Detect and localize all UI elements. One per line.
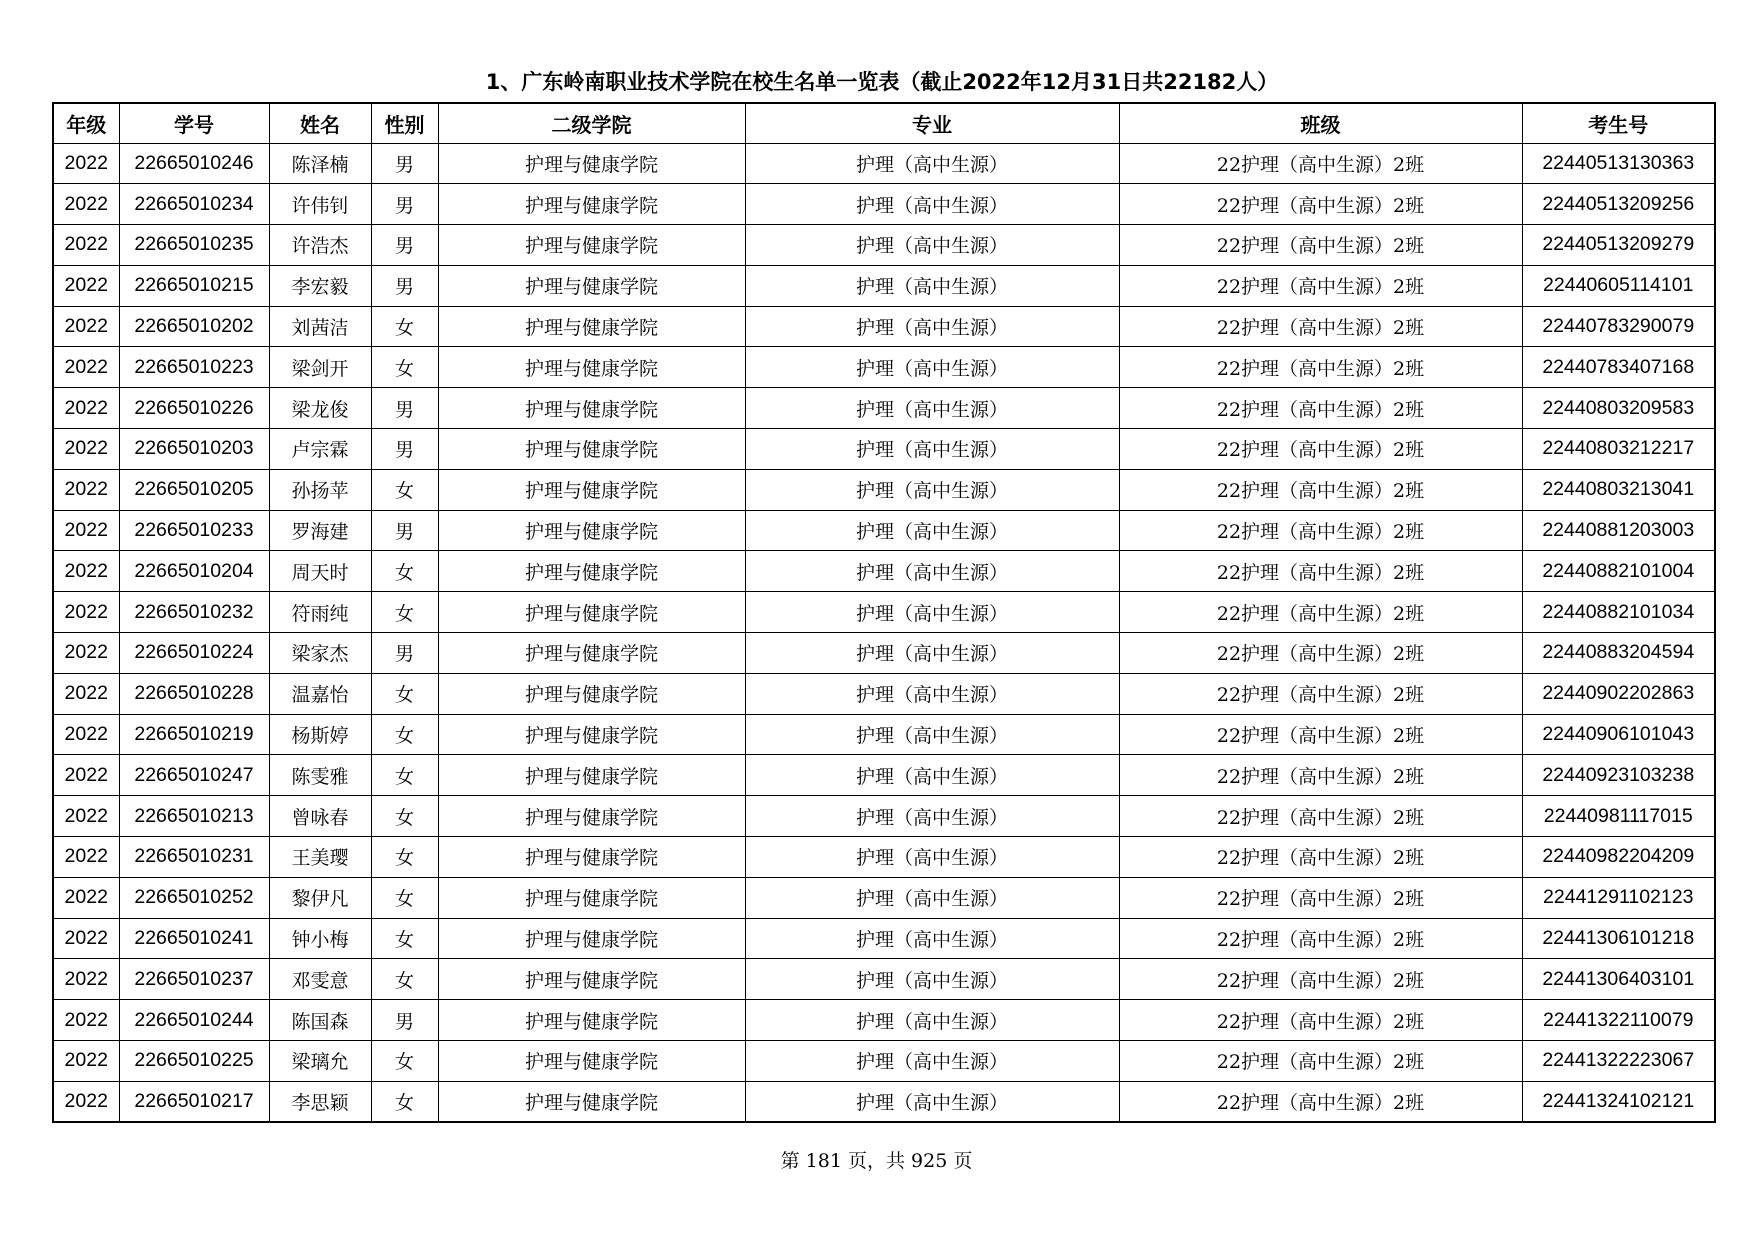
cell-class: 22护理（高中生源）2班: [1119, 510, 1522, 551]
cell-grade: 2022: [53, 143, 119, 184]
cell-college: 护理与健康学院: [438, 469, 745, 510]
cell-name: 符雨纯: [269, 592, 371, 633]
cell-grade: 2022: [53, 755, 119, 796]
cell-exam-no: 22440783407168: [1522, 347, 1715, 388]
cell-exam-no: 22440803212217: [1522, 429, 1715, 470]
cell-college: 护理与健康学院: [438, 918, 745, 959]
cell-class: 22护理（高中生源）2班: [1119, 429, 1522, 470]
cell-class: 22护理（高中生源）2班: [1119, 469, 1522, 510]
cell-major: 护理（高中生源）: [745, 1081, 1119, 1122]
cell-class: 22护理（高中生源）2班: [1119, 918, 1522, 959]
cell-exam-no: 22440803209583: [1522, 388, 1715, 429]
cell-name: 李宏毅: [269, 265, 371, 306]
cell-student-id: 22665010226: [119, 388, 269, 429]
cell-college: 护理与健康学院: [438, 1000, 745, 1041]
cell-grade: 2022: [53, 714, 119, 755]
cell-gender: 女: [371, 469, 438, 510]
cell-college: 护理与健康学院: [438, 306, 745, 347]
cell-name: 梁剑开: [269, 347, 371, 388]
cell-class: 22护理（高中生源）2班: [1119, 1081, 1522, 1122]
cell-college: 护理与健康学院: [438, 184, 745, 225]
cell-exam-no: 22440882101004: [1522, 551, 1715, 592]
cell-student-id: 22665010233: [119, 510, 269, 551]
cell-grade: 2022: [53, 1041, 119, 1082]
table-row: [53, 551, 1715, 592]
cell-exam-no: 22440605114101: [1522, 265, 1715, 306]
cell-name: 梁家杰: [269, 633, 371, 674]
cell-exam-no: 22440902202863: [1522, 673, 1715, 714]
cell-gender: 女: [371, 918, 438, 959]
column-header-name: 姓名: [269, 103, 371, 143]
cell-name: 许浩杰: [269, 225, 371, 266]
cell-grade: 2022: [53, 388, 119, 429]
table-row: [53, 755, 1715, 796]
cell-gender: 女: [371, 551, 438, 592]
cell-exam-no: 22440981117015: [1522, 796, 1715, 837]
table-row: [53, 1000, 1715, 1041]
cell-class: 22护理（高中生源）2班: [1119, 225, 1522, 266]
cell-college: 护理与健康学院: [438, 633, 745, 674]
cell-major: 护理（高中生源）: [745, 592, 1119, 633]
cell-exam-no: 22441322110079: [1522, 1000, 1715, 1041]
cell-exam-no: 22440881203003: [1522, 510, 1715, 551]
cell-class: 22护理（高中生源）2班: [1119, 551, 1522, 592]
table-row: [53, 633, 1715, 674]
cell-major: 护理（高中生源）: [745, 673, 1119, 714]
cell-student-id: 22665010202: [119, 306, 269, 347]
cell-grade: 2022: [53, 837, 119, 878]
page-title: 1、广东岭南职业技术学院在校生名单一览表（截止2022年12月31日共22182人）: [485, 70, 1279, 94]
cell-student-id: 22665010232: [119, 592, 269, 633]
cell-class: 22护理（高中生源）2班: [1119, 184, 1522, 225]
cell-name: 陈雯雅: [269, 755, 371, 796]
cell-gender: 男: [371, 143, 438, 184]
cell-gender: 女: [371, 306, 438, 347]
cell-gender: 男: [371, 510, 438, 551]
cell-student-id: 22665010225: [119, 1041, 269, 1082]
table-row: [53, 1041, 1715, 1082]
cell-college: 护理与健康学院: [438, 510, 745, 551]
cell-college: 护理与健康学院: [438, 551, 745, 592]
cell-major: 护理（高中生源）: [745, 1000, 1119, 1041]
table-row: [53, 877, 1715, 918]
cell-gender: 女: [371, 592, 438, 633]
cell-student-id: 22665010205: [119, 469, 269, 510]
cell-grade: 2022: [53, 796, 119, 837]
cell-major: 护理（高中生源）: [745, 388, 1119, 429]
cell-name: 李思颖: [269, 1081, 371, 1122]
cell-exam-no: 22441322223067: [1522, 1041, 1715, 1082]
cell-major: 护理（高中生源）: [745, 265, 1119, 306]
table-row: [53, 306, 1715, 347]
cell-college: 护理与健康学院: [438, 1041, 745, 1082]
cell-grade: 2022: [53, 959, 119, 1000]
cell-name: 杨斯婷: [269, 714, 371, 755]
cell-exam-no: 22441306403101: [1522, 959, 1715, 1000]
cell-name: 陈国森: [269, 1000, 371, 1041]
cell-name: 邓雯意: [269, 959, 371, 1000]
cell-grade: 2022: [53, 1081, 119, 1122]
cell-gender: 女: [371, 673, 438, 714]
table-body: [53, 143, 1715, 1122]
cell-college: 护理与健康学院: [438, 714, 745, 755]
table-row: [53, 592, 1715, 633]
cell-grade: 2022: [53, 918, 119, 959]
cell-student-id: 22665010203: [119, 429, 269, 470]
cell-major: 护理（高中生源）: [745, 918, 1119, 959]
cell-gender: 女: [371, 877, 438, 918]
cell-student-id: 22665010215: [119, 265, 269, 306]
cell-major: 护理（高中生源）: [745, 306, 1119, 347]
cell-exam-no: 22440883204594: [1522, 633, 1715, 674]
cell-name: 梁龙俊: [269, 388, 371, 429]
cell-class: 22护理（高中生源）2班: [1119, 714, 1522, 755]
table-row: [53, 225, 1715, 266]
cell-student-id: 22665010223: [119, 347, 269, 388]
cell-college: 护理与健康学院: [438, 265, 745, 306]
cell-major: 护理（高中生源）: [745, 837, 1119, 878]
cell-major: 护理（高中生源）: [745, 510, 1119, 551]
table-row: [53, 388, 1715, 429]
cell-gender: 女: [371, 959, 438, 1000]
table-row: [53, 265, 1715, 306]
cell-student-id: 22665010213: [119, 796, 269, 837]
cell-class: 22护理（高中生源）2班: [1119, 143, 1522, 184]
table-row: [53, 1081, 1715, 1122]
cell-grade: 2022: [53, 347, 119, 388]
cell-exam-no: 22441291102123: [1522, 877, 1715, 918]
cell-name: 许伟钊: [269, 184, 371, 225]
cell-college: 护理与健康学院: [438, 959, 745, 1000]
cell-college: 护理与健康学院: [438, 1081, 745, 1122]
cell-name: 周天时: [269, 551, 371, 592]
cell-gender: 男: [371, 633, 438, 674]
cell-major: 护理（高中生源）: [745, 469, 1119, 510]
cell-student-id: 22665010244: [119, 1000, 269, 1041]
cell-student-id: 22665010217: [119, 1081, 269, 1122]
cell-student-id: 22665010234: [119, 184, 269, 225]
cell-exam-no: 22440513130363: [1522, 143, 1715, 184]
cell-class: 22护理（高中生源）2班: [1119, 755, 1522, 796]
cell-class: 22护理（高中生源）2班: [1119, 796, 1522, 837]
cell-grade: 2022: [53, 877, 119, 918]
cell-class: 22护理（高中生源）2班: [1119, 592, 1522, 633]
cell-college: 护理与健康学院: [438, 673, 745, 714]
cell-college: 护理与健康学院: [438, 837, 745, 878]
cell-major: 护理（高中生源）: [745, 143, 1119, 184]
cell-gender: 男: [371, 388, 438, 429]
cell-major: 护理（高中生源）: [745, 959, 1119, 1000]
cell-grade: 2022: [53, 265, 119, 306]
cell-student-id: 22665010224: [119, 633, 269, 674]
cell-grade: 2022: [53, 592, 119, 633]
cell-name: 黎伊凡: [269, 877, 371, 918]
cell-name: 陈泽楠: [269, 143, 371, 184]
cell-gender: 女: [371, 347, 438, 388]
cell-exam-no: 22441324102121: [1522, 1081, 1715, 1122]
table-row: [53, 429, 1715, 470]
table-row: [53, 510, 1715, 551]
student-roster-table: [52, 102, 1716, 1123]
cell-exam-no: 22440882101034: [1522, 592, 1715, 633]
table-row: [53, 918, 1715, 959]
cell-exam-no: 22440513209256: [1522, 184, 1715, 225]
cell-grade: 2022: [53, 510, 119, 551]
column-header-student-id: 学号: [119, 103, 269, 143]
cell-class: 22护理（高中生源）2班: [1119, 837, 1522, 878]
table-row: [53, 347, 1715, 388]
table-row: [53, 796, 1715, 837]
column-header-exam-no: 考生号: [1522, 103, 1715, 143]
cell-college: 护理与健康学院: [438, 225, 745, 266]
cell-college: 护理与健康学院: [438, 143, 745, 184]
cell-name: 梁璃允: [269, 1041, 371, 1082]
cell-major: 护理（高中生源）: [745, 714, 1119, 755]
cell-major: 护理（高中生源）: [745, 796, 1119, 837]
cell-name: 曾咏春: [269, 796, 371, 837]
cell-student-id: 22665010247: [119, 755, 269, 796]
table-row: [53, 837, 1715, 878]
cell-student-id: 22665010246: [119, 143, 269, 184]
cell-exam-no: 22440783290079: [1522, 306, 1715, 347]
cell-gender: 女: [371, 755, 438, 796]
cell-major: 护理（高中生源）: [745, 551, 1119, 592]
cell-student-id: 22665010204: [119, 551, 269, 592]
cell-student-id: 22665010237: [119, 959, 269, 1000]
cell-grade: 2022: [53, 306, 119, 347]
column-header-class: 班级: [1119, 103, 1522, 143]
cell-student-id: 22665010252: [119, 877, 269, 918]
cell-college: 护理与健康学院: [438, 347, 745, 388]
cell-grade: 2022: [53, 469, 119, 510]
cell-class: 22护理（高中生源）2班: [1119, 673, 1522, 714]
cell-student-id: 22665010231: [119, 837, 269, 878]
cell-college: 护理与健康学院: [438, 796, 745, 837]
cell-college: 护理与健康学院: [438, 592, 745, 633]
cell-gender: 女: [371, 714, 438, 755]
cell-student-id: 22665010241: [119, 918, 269, 959]
cell-name: 刘茜洁: [269, 306, 371, 347]
cell-class: 22护理（高中生源）2班: [1119, 959, 1522, 1000]
cell-class: 22护理（高中生源）2班: [1119, 633, 1522, 674]
cell-class: 22护理（高中生源）2班: [1119, 306, 1522, 347]
cell-name: 卢宗霖: [269, 429, 371, 470]
cell-gender: 女: [371, 796, 438, 837]
cell-major: 护理（高中生源）: [745, 1041, 1119, 1082]
cell-grade: 2022: [53, 673, 119, 714]
cell-exam-no: 22440923103238: [1522, 755, 1715, 796]
cell-gender: 男: [371, 429, 438, 470]
cell-exam-no: 22440513209279: [1522, 225, 1715, 266]
table-row: [53, 469, 1715, 510]
cell-college: 护理与健康学院: [438, 755, 745, 796]
column-header-gender: 性别: [371, 103, 438, 143]
cell-grade: 2022: [53, 633, 119, 674]
table-row: [53, 673, 1715, 714]
cell-class: 22护理（高中生源）2班: [1119, 388, 1522, 429]
cell-gender: 男: [371, 1000, 438, 1041]
cell-grade: 2022: [53, 551, 119, 592]
cell-major: 护理（高中生源）: [745, 225, 1119, 266]
cell-name: 孙扬苹: [269, 469, 371, 510]
cell-major: 护理（高中生源）: [745, 877, 1119, 918]
cell-gender: 女: [371, 1041, 438, 1082]
cell-name: 温嘉怡: [269, 673, 371, 714]
cell-name: 王美璎: [269, 837, 371, 878]
cell-major: 护理（高中生源）: [745, 633, 1119, 674]
cell-major: 护理（高中生源）: [745, 755, 1119, 796]
cell-gender: 女: [371, 837, 438, 878]
cell-college: 护理与健康学院: [438, 429, 745, 470]
cell-grade: 2022: [53, 429, 119, 470]
cell-exam-no: 22441306101218: [1522, 918, 1715, 959]
table-header-row: [53, 103, 1715, 143]
cell-exam-no: 22440982204209: [1522, 837, 1715, 878]
column-header-college: 二级学院: [438, 103, 745, 143]
cell-grade: 2022: [53, 1000, 119, 1041]
cell-class: 22护理（高中生源）2班: [1119, 1041, 1522, 1082]
cell-name: 罗海建: [269, 510, 371, 551]
cell-gender: 男: [371, 184, 438, 225]
cell-grade: 2022: [53, 225, 119, 266]
cell-class: 22护理（高中生源）2班: [1119, 347, 1522, 388]
cell-student-id: 22665010219: [119, 714, 269, 755]
table-row: [53, 184, 1715, 225]
table-row: [53, 143, 1715, 184]
cell-exam-no: 22440803213041: [1522, 469, 1715, 510]
cell-class: 22护理（高中生源）2班: [1119, 1000, 1522, 1041]
cell-exam-no: 22440906101043: [1522, 714, 1715, 755]
cell-gender: 女: [371, 1081, 438, 1122]
cell-class: 22护理（高中生源）2班: [1119, 877, 1522, 918]
cell-student-id: 22665010228: [119, 673, 269, 714]
cell-gender: 男: [371, 225, 438, 266]
page-number-footer: 第 181 页，共 925 页: [780, 1150, 973, 1172]
cell-class: 22护理（高中生源）2班: [1119, 265, 1522, 306]
table-row: [53, 959, 1715, 1000]
cell-college: 护理与健康学院: [438, 388, 745, 429]
cell-major: 护理（高中生源）: [745, 429, 1119, 470]
column-header-grade: 年级: [53, 103, 119, 143]
cell-major: 护理（高中生源）: [745, 347, 1119, 388]
cell-major: 护理（高中生源）: [745, 184, 1119, 225]
cell-grade: 2022: [53, 184, 119, 225]
cell-name: 钟小梅: [269, 918, 371, 959]
table-row: [53, 714, 1715, 755]
cell-student-id: 22665010235: [119, 225, 269, 266]
cell-college: 护理与健康学院: [438, 877, 745, 918]
column-header-major: 专业: [745, 103, 1119, 143]
cell-gender: 男: [371, 265, 438, 306]
